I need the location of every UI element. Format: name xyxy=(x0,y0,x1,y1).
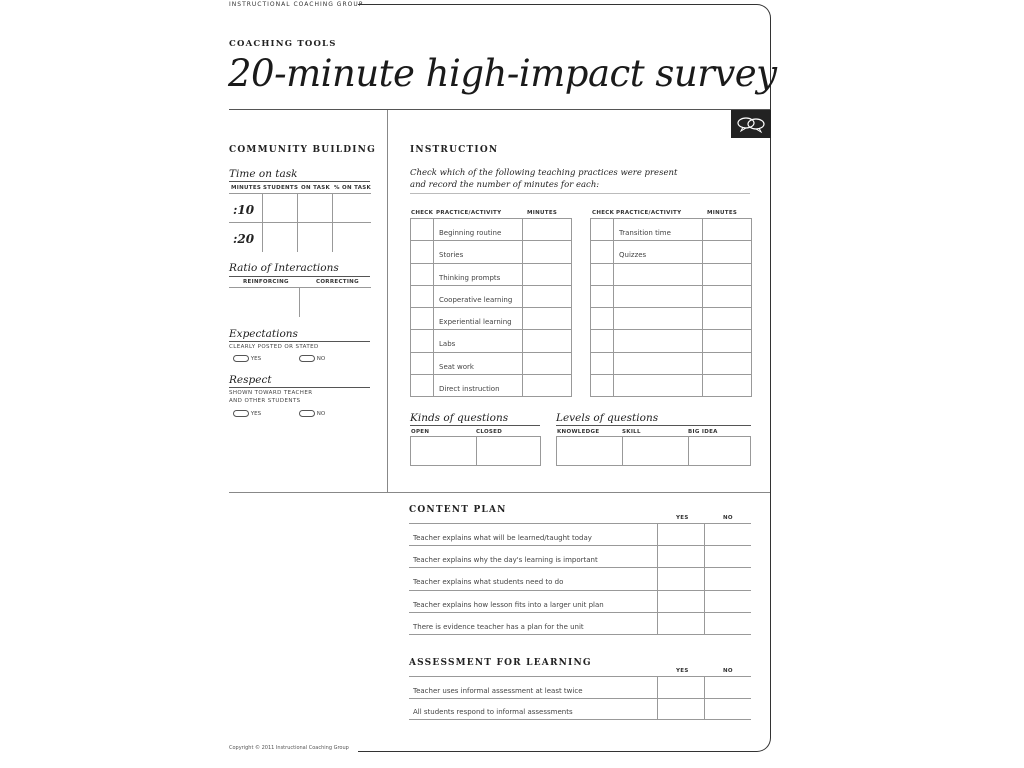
on-task-cell[interactable] xyxy=(298,223,333,252)
practice-label xyxy=(614,241,703,263)
expectations-yes[interactable]: YES xyxy=(233,355,261,362)
col-open: OPEN xyxy=(411,429,430,435)
expectations-no[interactable]: NO xyxy=(299,355,325,362)
practice-row xyxy=(591,241,752,263)
time-on-task-title: Time on task xyxy=(229,168,298,180)
yes-checkbox[interactable] xyxy=(233,355,249,362)
minutes-cell[interactable] xyxy=(703,374,752,396)
col-closed: CLOSED xyxy=(476,429,503,435)
practice-row xyxy=(411,330,572,352)
no-cell[interactable] xyxy=(705,698,752,720)
minutes-cell[interactable] xyxy=(523,308,572,330)
practice-label xyxy=(614,219,703,241)
practice-label xyxy=(614,308,703,330)
respect-yes[interactable]: YES xyxy=(233,410,261,417)
no-cell[interactable] xyxy=(705,677,752,699)
ratio-table xyxy=(229,287,371,317)
yes-checkbox[interactable] xyxy=(233,410,249,417)
divider xyxy=(556,425,751,426)
practice-row xyxy=(591,285,752,307)
practice-text: Quizzes xyxy=(619,251,647,260)
minutes-cell[interactable] xyxy=(523,263,572,285)
check-cell[interactable] xyxy=(411,285,434,307)
col-knowledge: KNOWLEDGE xyxy=(557,429,600,435)
reinforcing-cell[interactable] xyxy=(229,288,300,318)
closed-cell[interactable] xyxy=(477,437,541,466)
checklist-text: Teacher explains what students need to do xyxy=(413,578,564,587)
checklist-row xyxy=(409,612,751,634)
practice-label xyxy=(614,330,703,352)
check-cell[interactable] xyxy=(411,241,434,263)
practice-row xyxy=(591,219,752,241)
col-yes: YES xyxy=(676,515,689,521)
minutes-cell[interactable] xyxy=(523,352,572,374)
checklist-label xyxy=(409,590,658,612)
yes-cell[interactable] xyxy=(658,698,705,720)
practice-row xyxy=(411,219,572,241)
minutes-cell[interactable] xyxy=(703,241,752,263)
col-big-idea: BIG IDEA xyxy=(688,429,718,435)
col-minutes: MINUTES xyxy=(707,210,738,216)
checklist-label xyxy=(409,677,658,699)
copyright: Copyright © 2011 Instructional Coaching Group xyxy=(229,745,349,751)
pct-cell[interactable] xyxy=(333,223,372,252)
speech-bubbles-icon xyxy=(731,110,771,138)
checklist-label xyxy=(409,698,658,720)
col-minutes: MINUTES xyxy=(527,210,558,216)
minutes-cell[interactable] xyxy=(523,374,572,396)
practice-text: Stories xyxy=(439,251,464,260)
practice-row xyxy=(411,374,572,396)
practice-row xyxy=(411,241,572,263)
content-plan-heading: CONTENT PLAN xyxy=(409,505,507,515)
minutes-cell[interactable] xyxy=(703,219,752,241)
checklist-text: Teacher uses informal assessment at least twice xyxy=(413,686,583,695)
section-label: COACHING TOOLS xyxy=(229,39,337,49)
check-cell[interactable] xyxy=(591,352,614,374)
levels-table xyxy=(556,436,751,466)
col-reinforcing: REINFORCING xyxy=(243,279,289,285)
practice-text xyxy=(614,363,619,371)
students-cell[interactable] xyxy=(263,194,298,223)
correcting-cell[interactable] xyxy=(300,288,372,318)
practice-label xyxy=(434,241,523,263)
checklist-row xyxy=(409,590,751,612)
practice-label xyxy=(434,352,523,374)
skill-cell[interactable] xyxy=(623,437,689,466)
assessment-table xyxy=(409,676,751,720)
col-practice: PRACTICE/ACTIVITY xyxy=(616,210,682,216)
no-checkbox[interactable] xyxy=(299,410,315,417)
divider xyxy=(229,181,370,182)
practice-label xyxy=(434,330,523,352)
practice-label xyxy=(614,352,703,374)
minutes-cell[interactable] xyxy=(523,285,572,307)
time-on-task-table xyxy=(229,193,371,252)
content-plan-table xyxy=(409,523,751,635)
practices-table-left xyxy=(410,218,572,397)
checklist-row xyxy=(409,677,751,699)
practice-text: Direct instruction xyxy=(439,384,500,393)
practice-row xyxy=(411,285,572,307)
kinds-table xyxy=(410,436,541,466)
no-cell[interactable] xyxy=(705,590,752,612)
practice-row xyxy=(591,330,752,352)
knowledge-cell[interactable] xyxy=(557,437,623,466)
col-check: CHECK xyxy=(592,210,615,216)
practice-label xyxy=(434,219,523,241)
check-cell[interactable] xyxy=(591,330,614,352)
divider xyxy=(410,193,750,194)
check-cell[interactable] xyxy=(411,352,434,374)
checklist-text: All students respond to informal assessments xyxy=(413,708,573,717)
yes-cell[interactable] xyxy=(658,612,705,634)
practice-row xyxy=(591,374,752,396)
check-cell[interactable] xyxy=(591,374,614,396)
practice-text: Thinking prompts xyxy=(439,273,501,282)
col-correcting: CORRECTING xyxy=(316,279,359,285)
no-cell[interactable] xyxy=(705,546,752,568)
checklist-label xyxy=(409,546,658,568)
practice-text: Labs xyxy=(439,340,456,349)
respect-sub-1: SHOWN TOWARD TEACHER xyxy=(229,390,313,396)
col-check: CHECK xyxy=(411,210,434,216)
col-pct-on-task: % ON TASK xyxy=(334,185,372,191)
kinds-title: Kinds of questions xyxy=(410,412,509,424)
check-cell[interactable] xyxy=(411,374,434,396)
practice-row xyxy=(591,263,752,285)
divider xyxy=(229,341,370,342)
section-divider xyxy=(229,492,770,493)
minutes-cell[interactable] xyxy=(703,352,752,374)
yes-cell[interactable] xyxy=(658,568,705,590)
practice-text: Cooperative learning xyxy=(439,295,513,304)
big-idea-cell[interactable] xyxy=(689,437,751,466)
on-task-cell[interactable] xyxy=(298,194,333,223)
no-cell[interactable] xyxy=(705,524,752,546)
practice-label xyxy=(614,374,703,396)
checklist-row xyxy=(409,568,751,590)
divider xyxy=(229,387,370,388)
checklist-text: Teacher explains why the day's learning is important xyxy=(413,556,598,565)
checklist-label xyxy=(409,612,658,634)
practice-text xyxy=(614,296,619,304)
org-name: INSTRUCTIONAL COACHING GROUP xyxy=(229,1,364,8)
respect-sub-2: AND OTHER STUDENTS xyxy=(229,398,301,404)
minutes-cell[interactable] xyxy=(523,330,572,352)
assessment-heading: ASSESSMENT FOR LEARNING xyxy=(409,658,592,668)
col-students: STUDENTS xyxy=(263,185,299,191)
minutes-cell[interactable] xyxy=(523,241,572,263)
levels-title: Levels of questions xyxy=(556,412,659,424)
check-cell[interactable] xyxy=(411,308,434,330)
checklist-label xyxy=(409,568,658,590)
yes-cell[interactable] xyxy=(658,546,705,568)
expectations-sub: CLEARLY POSTED OR STATED xyxy=(229,344,319,350)
expectations-title: Expectations xyxy=(229,328,298,340)
practice-row xyxy=(411,308,572,330)
minutes-cell[interactable] xyxy=(523,219,572,241)
check-cell[interactable] xyxy=(411,219,434,241)
checklist-row xyxy=(409,698,751,720)
minutes-cell[interactable] xyxy=(703,330,752,352)
pct-cell[interactable] xyxy=(333,194,372,223)
page-title: 20-minute high-impact survey xyxy=(228,52,777,95)
minutes-cell[interactable] xyxy=(703,285,752,307)
check-cell[interactable] xyxy=(591,285,614,307)
practice-row xyxy=(411,352,572,374)
checklist-label xyxy=(409,524,658,546)
yes-cell[interactable] xyxy=(658,524,705,546)
practice-row xyxy=(411,263,572,285)
no-cell[interactable] xyxy=(705,568,752,590)
checklist-text: Teacher explains what will be learned/taught today xyxy=(413,534,592,543)
practice-text: Beginning routine xyxy=(439,229,502,238)
practice-row xyxy=(591,352,752,374)
check-cell[interactable] xyxy=(591,263,614,285)
community-heading: COMMUNITY BUILDING xyxy=(229,145,376,155)
practice-text xyxy=(614,274,619,282)
students-cell[interactable] xyxy=(263,223,298,252)
column-divider xyxy=(387,110,388,492)
practice-text: Seat work xyxy=(439,362,474,371)
col-practice: PRACTICE/ACTIVITY xyxy=(436,210,502,216)
respect-no[interactable]: NO xyxy=(299,410,325,417)
practice-label xyxy=(434,308,523,330)
divider xyxy=(229,276,370,277)
row-minutes: :10 xyxy=(229,194,263,223)
no-cell[interactable] xyxy=(705,612,752,634)
checklist-text: Teacher explains how lesson fits into a larger unit plan xyxy=(413,600,604,609)
check-cell[interactable] xyxy=(411,263,434,285)
divider xyxy=(410,425,540,426)
practices-table-right xyxy=(590,218,752,397)
practice-label xyxy=(614,285,703,307)
practice-text: Experiential learning xyxy=(439,318,512,327)
check-cell[interactable] xyxy=(591,308,614,330)
instruction-heading: INSTRUCTION xyxy=(410,145,499,155)
practice-label xyxy=(434,374,523,396)
yes-cell[interactable] xyxy=(658,590,705,612)
col-skill: SKILL xyxy=(622,429,641,435)
practice-text xyxy=(614,340,619,348)
row-minutes: :20 xyxy=(229,223,263,252)
checklist-text: There is evidence teacher has a plan for the unit xyxy=(413,622,584,631)
col-no: NO xyxy=(723,668,733,674)
minutes-cell[interactable] xyxy=(703,263,752,285)
col-on-task: ON TASK xyxy=(301,185,331,191)
practice-text xyxy=(614,318,619,326)
check-cell[interactable] xyxy=(411,330,434,352)
check-cell[interactable] xyxy=(591,219,614,241)
ratio-title: Ratio of Interactions xyxy=(229,262,339,274)
practice-text xyxy=(614,385,619,393)
practice-label xyxy=(614,263,703,285)
col-yes: YES xyxy=(676,668,689,674)
practice-label xyxy=(434,285,523,307)
yes-cell[interactable] xyxy=(658,677,705,699)
respect-title: Respect xyxy=(229,374,272,386)
instruction-prompt-2: and record the number of minutes for each: xyxy=(410,180,600,190)
practice-label xyxy=(434,263,523,285)
practice-text: Transition time xyxy=(619,229,671,238)
checklist-row xyxy=(409,524,751,546)
instruction-prompt-1: Check which of the following teaching practices were present xyxy=(410,168,678,178)
checklist-row xyxy=(409,546,751,568)
header-divider xyxy=(229,109,770,110)
minutes-cell[interactable] xyxy=(703,308,752,330)
open-cell[interactable] xyxy=(411,437,477,466)
check-cell[interactable] xyxy=(591,241,614,263)
col-minutes: MINUTES xyxy=(231,185,262,191)
no-checkbox[interactable] xyxy=(299,355,315,362)
practice-row xyxy=(591,308,752,330)
col-no: NO xyxy=(723,515,733,521)
